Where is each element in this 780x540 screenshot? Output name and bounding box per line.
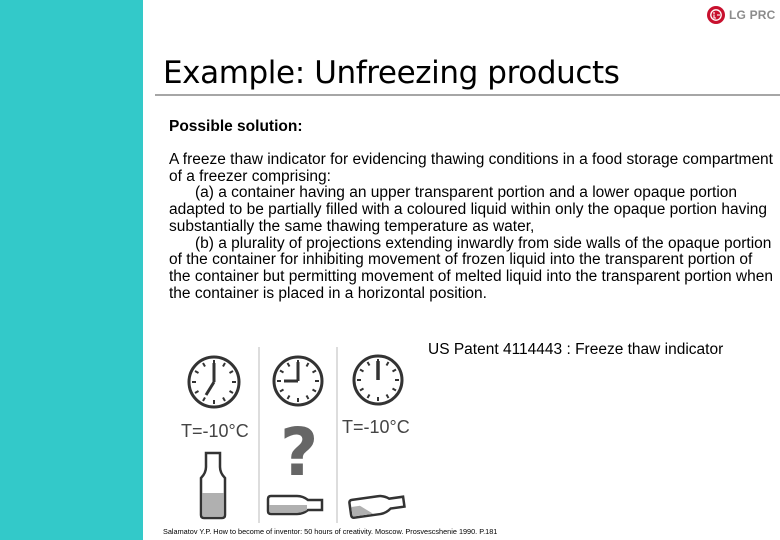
patent-reference: US Patent 4114443 : Freeze thaw indicator xyxy=(428,341,724,358)
body-item-b: (b) a plurality of projections extending inwardly from side walls of the opaque portion of the container for inhibiting movement of frozen liquid into the transparent portion of the container but permitting movement of melted liquid into the transparent portion when the container is placed in a horizontal position. xyxy=(169,234,773,302)
body-intro: A freeze thaw indicator for evidencing thawing conditions in a food storage compartment of a freezer comprising: xyxy=(169,151,773,185)
lg-logo-icon xyxy=(707,6,725,24)
slide-title: Example: Unfreezing products xyxy=(163,55,620,91)
lg-logo xyxy=(707,5,776,25)
source-citation: Salamatov Y.P. How to become of inventor: 50 hours of creativity. Moscow. Prosvescshenie 1990. P.181 xyxy=(163,527,498,536)
accent-sidebar xyxy=(0,0,143,540)
bottle-lying-icon xyxy=(349,493,405,518)
question-mark-icon: ? xyxy=(280,414,319,491)
bottle-upright-icon xyxy=(201,453,225,518)
title-divider xyxy=(155,94,780,96)
clock-12-oclock-icon xyxy=(354,356,402,404)
logo-text: LG PRC xyxy=(729,8,776,22)
temperature-label-left: T=-10°C xyxy=(181,421,249,441)
thaw-indicator-figure xyxy=(160,345,430,525)
bottle-lying-icon xyxy=(268,496,322,514)
slide-body xyxy=(169,152,775,302)
clock-9-oclock-icon xyxy=(274,357,322,405)
clock-7-oclock-icon xyxy=(189,357,239,407)
slide-subtitle: Possible solution: xyxy=(169,118,303,135)
temperature-label-right: T=-10°C xyxy=(342,417,410,437)
body-item-a: (a) a container having an upper transparent portion and a lower opaque portion adapted to be partially filled with a coloured liquid within only the opaque portion having substantially the same thawing temperature as water, xyxy=(169,184,768,235)
